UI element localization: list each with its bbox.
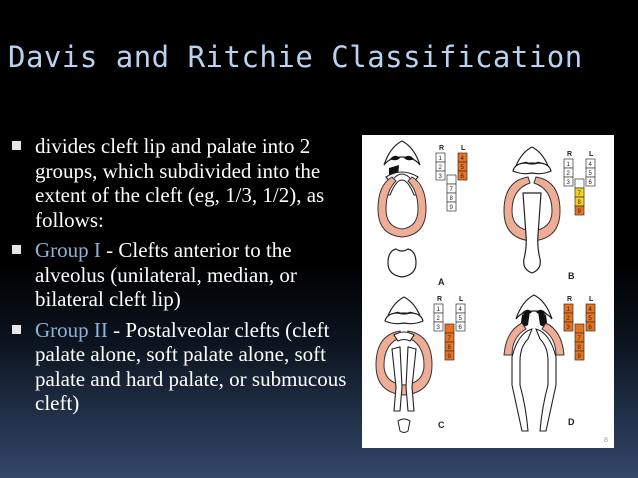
grid-number: 6 (588, 325, 592, 331)
grid-number: 9 (449, 205, 453, 211)
grid-number: 6 (588, 180, 592, 186)
grid-number: 1 (438, 156, 442, 162)
grid-number: 1 (566, 307, 570, 313)
bullet-lead: Group I (35, 238, 101, 262)
grid-number: 5 (458, 316, 462, 322)
grid-number: 3 (436, 325, 440, 331)
page-number: 8 (604, 437, 608, 444)
grid-number: 7 (449, 187, 453, 193)
side-label-l: L (589, 151, 594, 158)
bullet-text (35, 318, 357, 416)
grid-number: 4 (460, 156, 464, 162)
grid-number: 9 (447, 354, 451, 360)
grid-number: 2 (438, 165, 442, 171)
grid-number: 1 (436, 307, 440, 313)
grid-number: 2 (436, 316, 440, 322)
grid-number: 4 (458, 307, 462, 313)
grid-number: 8 (577, 345, 581, 351)
bullet-square-icon (12, 245, 21, 254)
grid-number: 1 (566, 162, 570, 168)
bullet-text (35, 134, 357, 232)
grid-number: 3 (566, 325, 570, 331)
grid-number: 6 (460, 174, 464, 180)
bullet-item (12, 238, 357, 312)
bullet-lead: Group II (35, 317, 108, 342)
slide-title: Davis and Ritchie Classification (8, 40, 583, 74)
bullet-body: - Clefts anterior to the alveolus (unilateral, median, or bilateral cleft lip) (35, 238, 297, 311)
side-label-r: R (439, 145, 445, 152)
grid-number: 8 (449, 196, 453, 202)
bullet-body: - Postalveolar clefts (cleft palate alone, soft palate alone, soft palate and hard palate, or submucous cleft) (35, 317, 347, 415)
panel-d-diagram (504, 295, 595, 431)
grid-number: 5 (588, 316, 592, 322)
grid-number: 5 (460, 165, 464, 171)
bullet-square-icon (12, 141, 21, 150)
grid-number: 3 (566, 180, 570, 186)
grid-number: 6 (458, 325, 462, 331)
panel-label-c: C (438, 420, 445, 430)
bullet-list (12, 134, 357, 422)
side-label-l: L (461, 145, 466, 152)
grid-number: 2 (566, 171, 570, 177)
panel-c-diagram (376, 296, 465, 433)
grid-number: 9 (577, 209, 581, 215)
grid-number: 7 (577, 191, 581, 197)
side-label-r: R (437, 296, 443, 303)
grid-number: 4 (588, 307, 592, 313)
grid-number: 3 (438, 174, 442, 180)
grid-number: 5 (588, 171, 592, 177)
side-label-l: L (589, 296, 594, 303)
panel-label-d: D (568, 417, 575, 427)
grid-number: 7 (577, 336, 581, 342)
panel-label-a: A (438, 277, 445, 287)
panel-label-b: B (568, 271, 575, 281)
grid-number: 4 (588, 162, 592, 168)
panel-b-diagram (504, 147, 595, 281)
side-label-r: R (567, 296, 573, 303)
grid-number: 8 (447, 345, 451, 351)
grid-number: 8 (577, 200, 581, 206)
bullet-item (12, 134, 357, 232)
grid-number: 9 (577, 354, 581, 360)
classification-figure (362, 135, 614, 448)
bullet-text (35, 238, 357, 312)
side-label-r: R (567, 151, 573, 158)
bullet-body: divides cleft lip and palate into 2 groups, which subdivided into the extent of the cleft (eg, 1/3, 1/2), as follows: (35, 134, 325, 232)
grid-number: 2 (566, 316, 570, 322)
bullet-square-icon (12, 325, 21, 334)
side-label-l: L (459, 296, 464, 303)
bullet-item (12, 318, 357, 416)
panel-a-diagram (378, 141, 467, 287)
grid-number: 7 (447, 336, 451, 342)
